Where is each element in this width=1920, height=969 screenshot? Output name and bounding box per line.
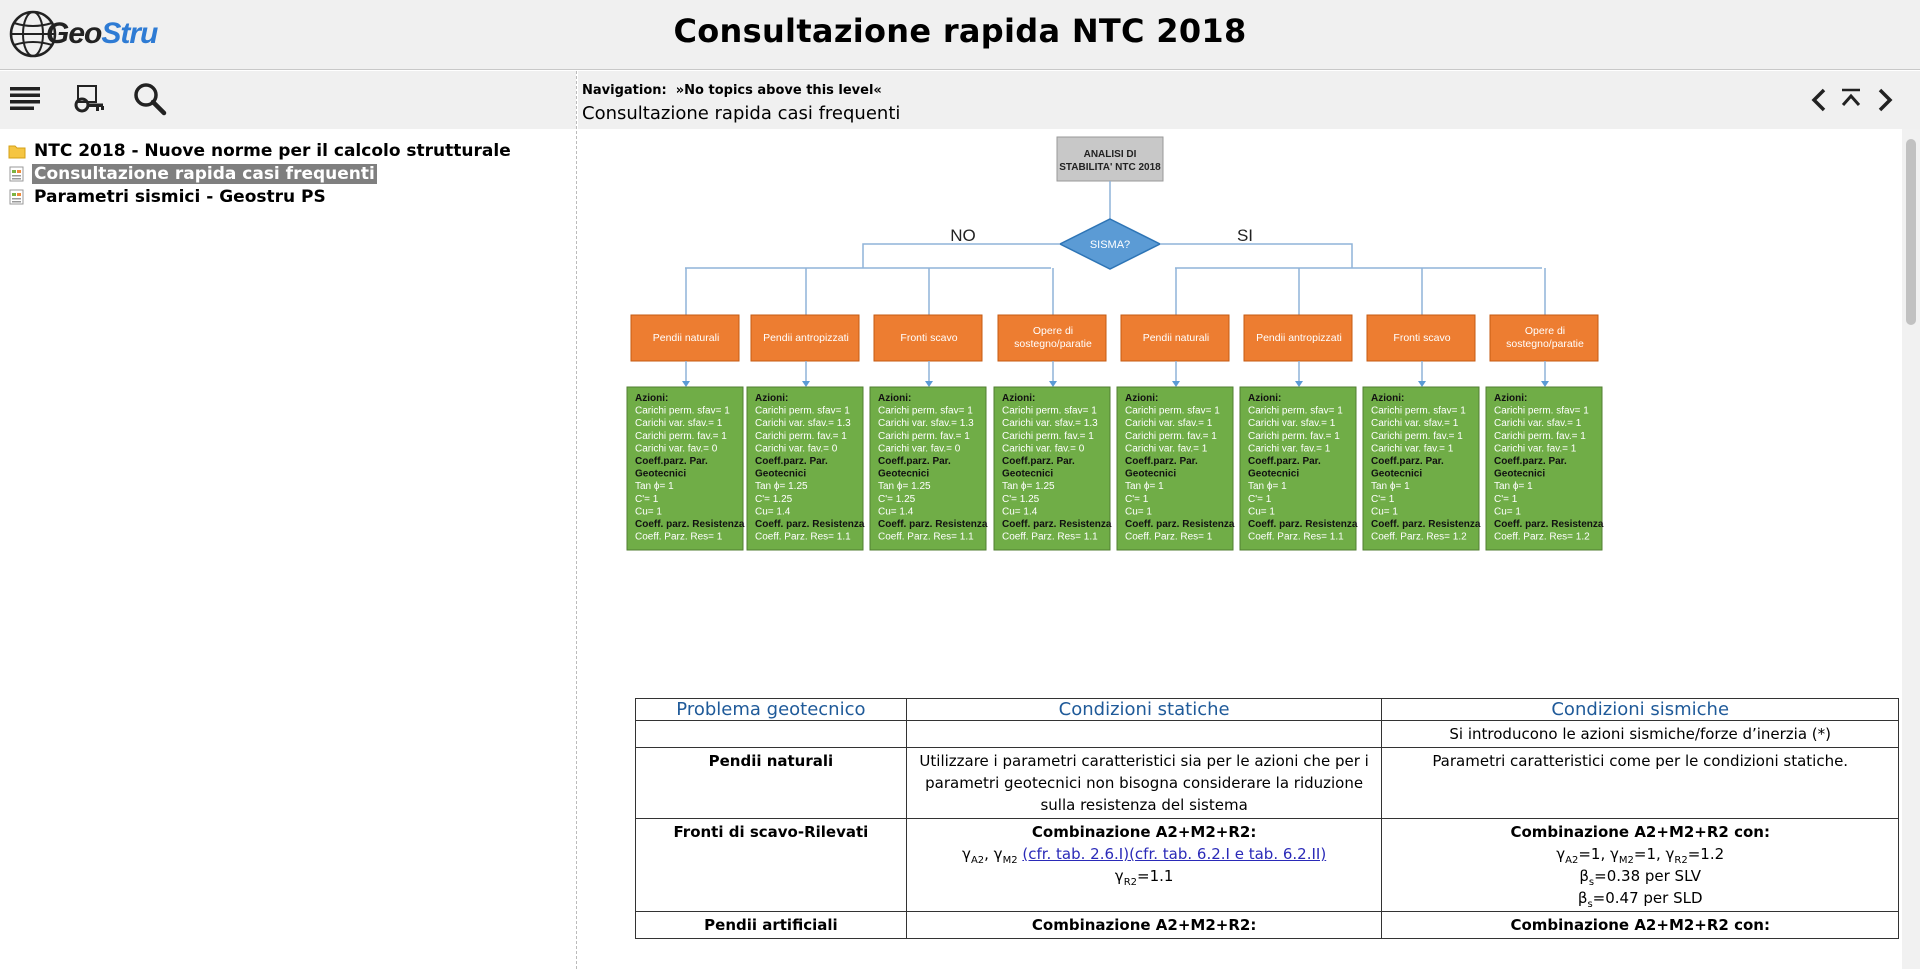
beta-slv: $\beta_s=0.38$ per SLV [1579,867,1702,888]
parameter-text: Coeff.parz. Par. [878,456,951,467]
parameter-text: Carichi perm. fav.= 1 [1125,430,1217,442]
table-header-cell: Condizioni statiche [906,699,1382,721]
table-row-header: Pendii naturali [636,748,907,819]
toc-item-consultazione-rapida[interactable] [0,162,576,185]
table-row [636,819,1899,912]
parameter-text: Carichi var. fav.= 1 [1371,443,1454,455]
table-cell [1382,819,1899,912]
parameter-text: Carichi perm. fav.= 1 [755,430,847,442]
scroll-thumb[interactable] [1906,139,1916,325]
parameter-text: Coeff. Parz. Res= 1.1 [755,531,851,543]
parameter-text: Carichi var. fav.= 0 [755,443,838,455]
parameter-text: Geotecnici [755,468,807,480]
parameter-text: C'= 1 [1371,493,1395,505]
parameter-text: Coeff. Parz. Res= 1.1 [1002,531,1098,543]
chevron-up-icon[interactable] [1838,85,1864,115]
table-row-header: Pendii artificiali [636,912,907,939]
logo-text-stru: Stru [101,17,158,50]
parameter-text: Cu= 1 [1125,506,1152,518]
parameter-text: Coeff.parz. Par. [1002,456,1075,467]
topic-icon [8,166,26,182]
parameter-text: Coeff.parz. Par. [635,456,708,467]
parameter-text: Tan ϕ= 1 [635,481,674,493]
parameter-text: Azioni: [1371,393,1405,404]
parameter-text: Coeff. parz. Resistenza [878,519,988,530]
parameter-text: Carichi perm. sfav= 1 [1371,405,1466,417]
parameter-text: Carichi perm. sfav= 1 [635,405,730,417]
parameter-text: Azioni: [1002,393,1036,404]
gamma-r2: $\gamma_{R2}=1.1$ [1114,867,1174,888]
table-header-cell: Condizioni sismiche [1382,699,1899,721]
category-text: Fronti scavo [1393,332,1451,344]
parameter-text: Carichi var. sfav.= 1 [1125,418,1213,430]
arrow-head [1418,381,1426,387]
parameter-text: Carichi perm. fav.= 1 [878,430,970,442]
parameter-text: Carichi perm. fav.= 1 [1371,430,1463,442]
connector [863,244,1060,268]
table-cell: Combinazione A2+M2+R2: [906,912,1382,939]
content-scrollbar[interactable] [1902,129,1920,969]
parameter-text: Cu= 1.4 [878,506,914,518]
app-title: Consultazione rapida NTC 2018 [673,12,1247,50]
parameter-text: Coeff.parz. Par. [755,456,828,467]
parameter-text: Carichi perm. sfav= 1 [1002,405,1097,417]
parameter-text: Cu= 1 [1248,506,1275,518]
yes-label: SI [1236,226,1254,245]
parameter-text: Geotecnici [1002,468,1054,480]
parameter-text: Carichi perm. fav.= 1 [1002,430,1094,442]
beta-sld: $\beta_s=0.47$ per SLD [1577,889,1703,910]
parameter-text: Geotecnici [1248,468,1300,480]
toc-item-label: Consultazione rapida casi frequenti [34,163,375,184]
parameter-text: C'= 1 [1248,493,1272,505]
parameter-text: Carichi perm. sfav= 1 [1248,405,1343,417]
arrow-head [1172,381,1180,387]
parameter-text: Carichi var. fav.= 1 [1125,443,1208,455]
arrow-head [802,381,810,387]
toc-item-parametri-sismici[interactable] [0,185,576,208]
arrow-head [682,381,690,387]
category-text: Opere di [1524,325,1566,337]
topic-icon [8,189,26,205]
combination-title: Combinazione A2+M2+R2 con: [1510,823,1770,841]
category-text: Pendii naturali [1142,332,1210,344]
parameter-text: C'= 1.25 [1002,493,1040,505]
arrow-head [1049,381,1057,387]
category-text: sostegno/paratie [1506,338,1584,350]
parameter-text: Coeff. Parz. Res= 1.1 [1248,531,1344,543]
arrow-head [1295,381,1303,387]
toc-item-label: NTC 2018 - Nuove norme per il calcolo strutturale [34,140,511,161]
table-reference-link[interactable]: (cfr. tab. 2.6.I)(cfr. tab. 6.2.I e tab. 6.2.II) [1022,845,1327,863]
key-icon[interactable] [70,81,106,117]
parameter-text: Coeff.parz. Par. [1494,456,1567,467]
folder-icon [8,143,26,159]
root-text: STABILITA' NTC 2018 [1059,162,1161,173]
parameter-text: Coeff.parz. Par. [1371,456,1444,467]
category-text: Fronti scavo [900,332,958,344]
table-cell: Si introducono le azioni sismiche/forze d’inerzia (*) [1382,721,1899,748]
parameter-text: Cu= 1.4 [755,506,791,518]
parameter-text: Tan ϕ= 1 [1371,481,1410,493]
parameter-text: Coeff. Parz. Res= 1.2 [1371,531,1467,543]
table-cell: Combinazione A2+M2+R2 con: [1382,912,1899,939]
arrow-head [1541,381,1549,387]
parameter-text: Geotecnici [1494,468,1546,480]
pane-splitter[interactable] [576,71,577,969]
parameter-text: C'= 1 [1125,493,1149,505]
parameter-text: Azioni: [1248,393,1282,404]
parameter-text: Carichi var. sfav.= 1.3 [755,418,851,430]
parameter-text: C'= 1.25 [755,493,793,505]
parameter-text: Coeff. parz. Resistenza [1002,519,1112,530]
parameter-text: Coeff. Parz. Res= 1 [1125,531,1213,543]
parameter-text: Geotecnici [1125,468,1177,480]
decision-text: SISMA? [1089,239,1131,251]
parameter-text: Tan ϕ= 1 [1248,481,1287,493]
root-text: ANALISI DI [1083,149,1137,160]
parameter-text: Carichi perm. sfav= 1 [1125,405,1220,417]
table-cell [906,721,1382,748]
table-header-row [636,699,1899,721]
parameter-text: Tan ϕ= 1 [1125,481,1164,493]
app-header [0,0,1920,70]
parameter-text: Tan ϕ= 1.25 [878,481,931,493]
flowchart [578,129,1898,659]
parameter-text: Carichi var. fav.= 0 [1002,443,1085,455]
table-cell [636,721,907,748]
parameter-text: Coeff.parz. Par. [1248,456,1321,467]
parameter-text: Tan ϕ= 1.25 [1002,481,1055,493]
parameter-text: Carichi var. sfav.= 1.3 [878,418,974,430]
breadcrumb-label: Navigation: [582,83,667,98]
parameter-text: Carichi var. fav.= 1 [1248,443,1331,455]
no-label: NO [950,226,976,245]
category-text: sostegno/paratie [1014,338,1092,350]
parameter-text: Geotecnici [878,468,930,480]
parameter-text: Carichi var. fav.= 0 [635,443,718,455]
table-row [636,912,1899,939]
breadcrumb [582,83,882,98]
parameter-text: Cu= 1 [635,506,662,518]
table-cell [906,819,1382,912]
category-text: Pendii naturali [652,332,720,344]
topic-header [578,71,1920,129]
table-row-header: Fronti di scavo-Rilevati [636,819,907,912]
arrow-head [925,381,933,387]
list-icon[interactable] [8,81,44,117]
parameter-text: Azioni: [755,393,789,404]
parameter-text: C'= 1.25 [878,493,916,505]
category-text: Pendii antropizzati [763,332,849,344]
parameter-text: Carichi var. sfav.= 1.3 [1002,418,1098,430]
combination-title: Combinazione A2+M2+R2: [1031,823,1257,841]
parameter-text: Azioni: [878,393,912,404]
navigation-toolbar [0,71,576,129]
table-row [636,721,1899,748]
parameter-text: Coeff. parz. Resistenza [755,519,865,530]
parameter-text: Carichi var. sfav.= 1 [1248,418,1336,430]
category-text: Pendii antropizzati [1256,332,1342,344]
parameter-text: Geotecnici [635,468,687,480]
table-cell: Utilizzare i parametri caratteristici sia per le azioni che per i parametri geotecnici non bisogna considerare la riduzione sulla resistenza del sistema [906,748,1382,819]
parameter-text: Carichi var. sfav.= 1 [1494,418,1582,430]
topic-content [578,129,1902,969]
parameter-text: Carichi perm. fav.= 1 [1248,430,1340,442]
parameter-text: Carichi perm. sfav= 1 [878,405,973,417]
table-header-cell: Problema geotecnico [636,699,907,721]
logo-text-geo: Geo [46,17,102,50]
parameter-text: Carichi perm. fav.= 1 [1494,430,1586,442]
parameter-text: Coeff. parz. Resistenza [1494,519,1604,530]
parameter-text: Coeff. parz. Resistenza [1125,519,1235,530]
parameter-text: Carichi var. fav.= 0 [878,443,961,455]
table-of-contents [0,129,576,969]
parameter-text: Carichi perm. sfav= 1 [1494,405,1589,417]
toc-item-label: Parametri sismici - Geostru PS [34,186,326,207]
geotechnical-table [635,698,1899,939]
table-row [636,748,1899,819]
parameter-text: Coeff. parz. Resistenza [635,519,745,530]
parameter-text: Carichi perm. fav.= 1 [635,430,727,442]
parameter-text: Azioni: [635,393,669,404]
table-cell: Parametri caratteristici come per le condizioni statiche. [1382,748,1899,819]
parameter-text: Cu= 1.4 [1002,506,1038,518]
gamma-values: $\gamma_{A2}$, $\gamma_{M2}$ [962,845,1018,866]
parameter-text: Tan ϕ= 1.25 [755,481,808,493]
parameter-text: Coeff. parz. Resistenza [1371,519,1481,530]
parameter-text: Carichi var. sfav.= 1 [635,418,723,430]
parameter-text: Coeff.parz. Par. [1125,456,1198,467]
breadcrumb-value: »No topics above this level« [675,83,882,98]
parameter-text: Coeff. Parz. Res= 1 [635,531,723,543]
search-icon[interactable] [132,81,168,117]
parameter-text: Carichi var. fav.= 1 [1494,443,1577,455]
parameter-text: Carichi perm. sfav= 1 [755,405,850,417]
parameter-text: Geotecnici [1371,468,1423,480]
parameter-text: Coeff. Parz. Res= 1.2 [1494,531,1590,543]
parameter-text: Azioni: [1125,393,1159,404]
parameter-text: Cu= 1 [1371,506,1398,518]
gamma-line: $\gamma_{A2}=1$, $\gamma_{M2}=1$, $\gamma_{R2}=1.2$ [1556,845,1725,866]
parameter-text: Coeff. Parz. Res= 1.1 [878,531,974,543]
category-text: Opere di [1032,325,1074,337]
parameter-text: Carichi var. sfav.= 1 [1371,418,1459,430]
parameter-text: Tan ϕ= 1 [1494,481,1533,493]
parameter-text: C'= 1 [635,493,659,505]
parameter-text: Azioni: [1494,393,1528,404]
chevron-left-icon[interactable] [1806,85,1832,115]
parameter-text: Coeff. parz. Resistenza [1248,519,1358,530]
parameter-text: C'= 1 [1494,493,1518,505]
topic-title: Consultazione rapida casi frequenti [582,103,901,124]
gamma-line [915,843,1374,865]
connector [1160,244,1352,268]
parameter-text: Cu= 1 [1494,506,1521,518]
toc-item-ntc-2018[interactable] [0,139,576,162]
chevron-right-icon[interactable] [1872,85,1898,115]
